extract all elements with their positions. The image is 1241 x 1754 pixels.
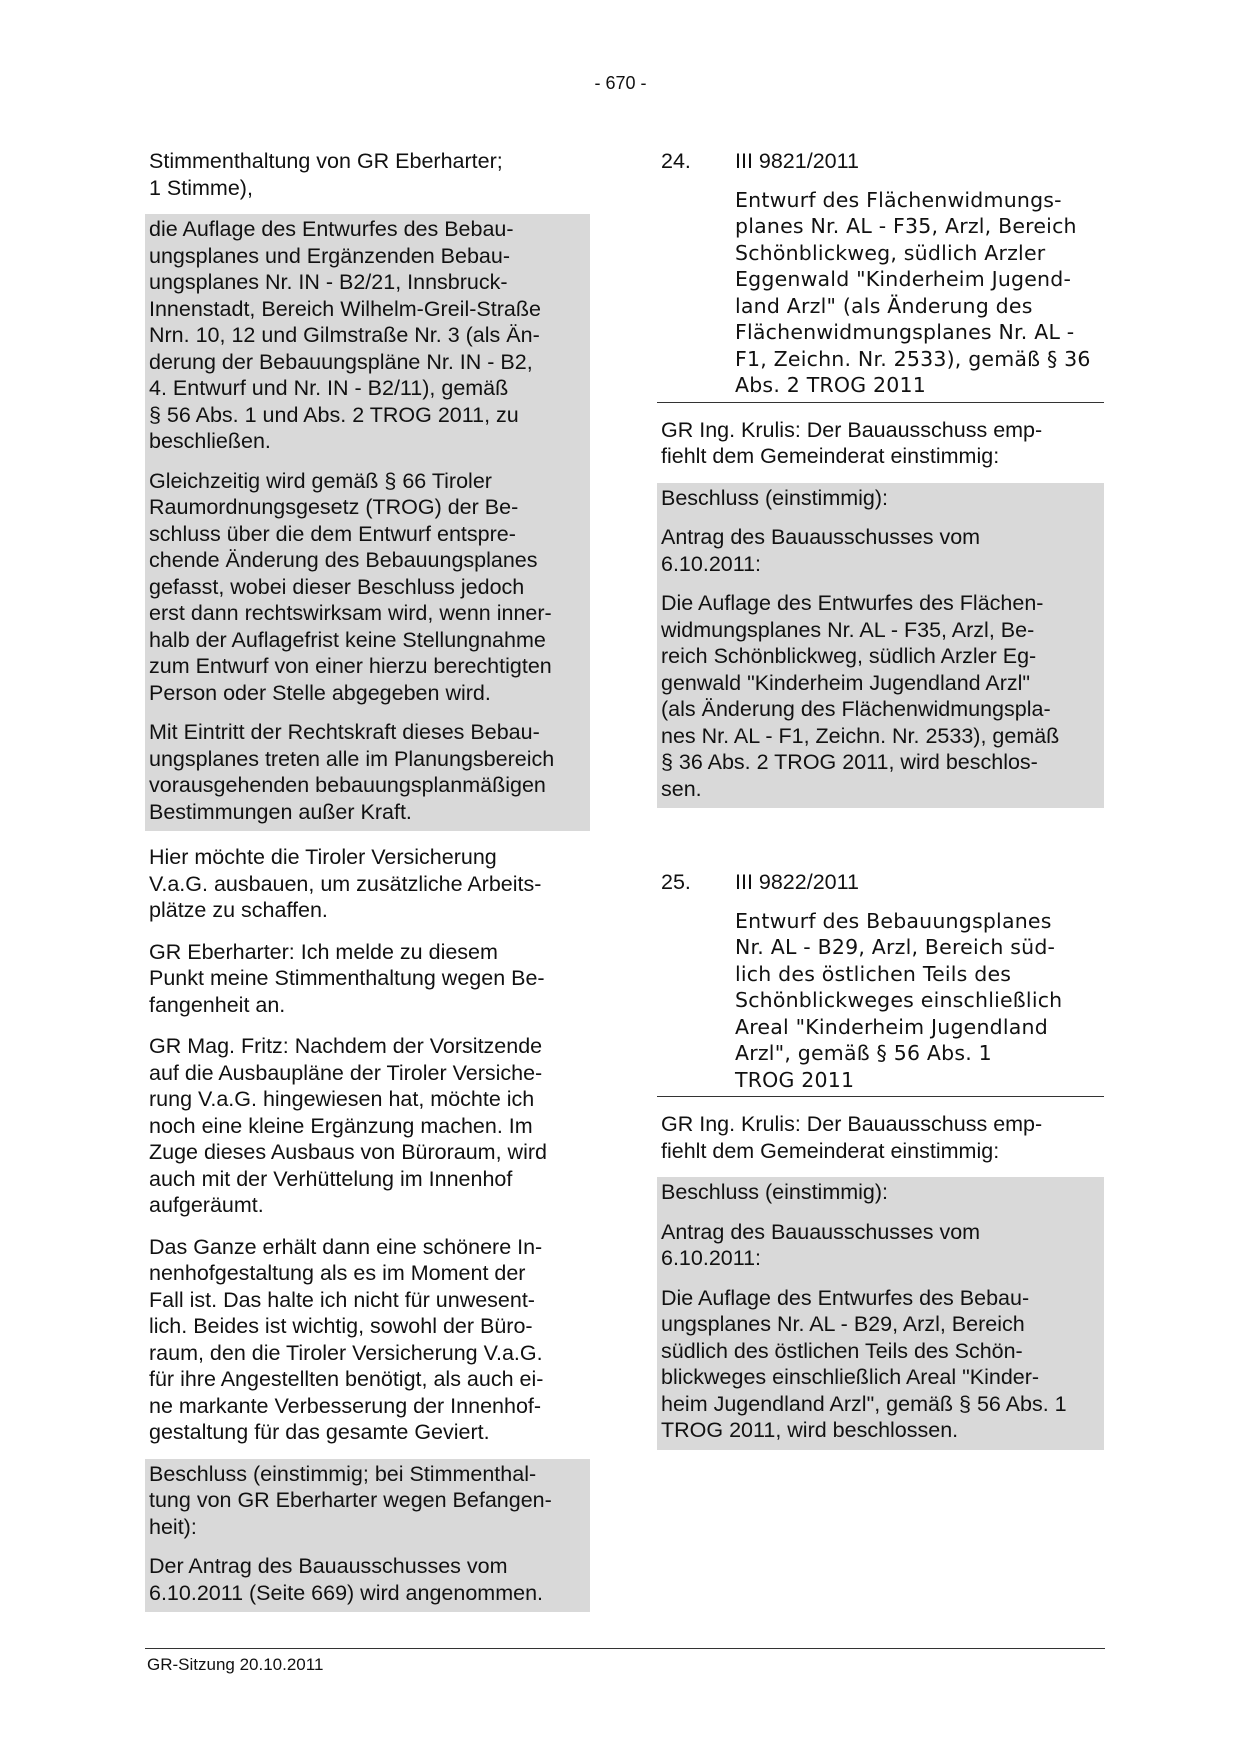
paragraph-eberharter-statement: GR Eberharter: Ich melde zu diesem Punkt meine Stimmenthaltung wegen Be- fangenheit an. (149, 939, 545, 1017)
paragraph-fritz-statement: GR Mag. Fritz: Nachdem der Vorsitzende auf die Ausbaupläne der Tiroler Versiche- rung V.a.G. hingewiesen hat, möchte ich noch eine kleine Ergänzung machen. Im Zuge dieses Ausbaus von Büroraum, wird auch mit der Verhüttelung im Innenhof aufgeräumt. (149, 1034, 547, 1217)
paragraph-krulis-statement: GR Ing. Krulis: Der Bauausschuss emp- fiehlt dem Gemeinderat einstimmig: (661, 417, 1043, 468)
decision-block-25 (657, 1177, 1104, 1450)
paragraph-motion-heading: Antrag des Bauausschusses vom 6.10.2011: (661, 1219, 981, 1270)
footer-session-date: GR-Sitzung 20.10.2011 (147, 1655, 324, 1674)
paragraph-insurance-expansion: Hier möchte die Tiroler Versicherung V.a.G. ausbauen, um zusätzliche Arbeits- plätze zu schaffen. (149, 845, 542, 922)
agenda-item-25-header (657, 867, 1104, 898)
section-spacer (657, 819, 1104, 867)
paragraph-decision-heading: Beschluss (einstimmig): (661, 485, 888, 510)
paragraph-krulis-statement: GR Ing. Krulis: Der Bauausschuss emp- fiehlt dem Gemeinderat einstimmig: (661, 1112, 1043, 1163)
paragraph-decision-text: Die Auflage des Entwurfes des Bebau- ungsplanes Nr. AL - B29, Arzl, Bereich südlich des östlichen Teils des Schön- blickweges einschließlich Areal "Kinder- heim Jugendland Arzl", gemäß § 56 Abs. 1 TROG 2011, wird beschlossen. (661, 1285, 1067, 1442)
paragraph-decision-text: Der Antrag des Bauausschusses vom 6.10.2011 (Seite 669) wird angenommen. (149, 1554, 544, 1605)
paragraph-resolution-text: die Auflage des Entwurfes des Bebau- ungsplanes und Ergänzenden Bebau- ungsplanes Nr. IN - B2/21, Innsbruck- Innenstadt, Bereich Wilhelm-Greil-Straße Nrn. 10, 12 und Gilmstraße Nr. 3 (als Än- derung der Bebauungspläne Nr. IN - B2, 4. Entwurf und Nr. IN - B2/11), gemäß § 56 Abs. 1 und Abs. 2 TROG 2011, zu beschließen. (149, 217, 541, 453)
left-column (145, 146, 590, 1623)
decision-block-24 (657, 483, 1104, 809)
paragraph-decision-text: Die Auflage des Entwurfes des Flächen- widmungsplanes Nr. AL - F35, Arzl, Be- reich Schönblickweg, südlich Arzler Eg- genwald "Kinderheim Jugendland Arzl" (als Änderung des Flächenwidmungspla- nes Nr. AL - F1, Zeichn. Nr. 2533), gemäß § 36 Abs. 2 TROG 2011, wird beschlos- sen. (661, 591, 1060, 801)
agenda-item-reference: III 9822/2011 (735, 870, 859, 894)
paragraph-motion-heading: Antrag des Bauausschusses vom 6.10.2011: (661, 525, 981, 576)
paragraph-trog-decision: Gleichzeitig wird gemäß § 66 Tiroler Raumordnungsgesetz (TROG) der Be- schluss über die dem Entwurf entspre- chende Änderung des Bebauungsplanes gefasst, wobei dieser Beschluss jedoch erst dann rechtswirksam wird, wenn inner- halb der Auflagefrist keine Stellungnahme zum Entwurf von einer hierzu berechtigten Person oder Stelle abgegeben wird. (149, 468, 552, 705)
paragraph-courtyard-design: Das Ganze erhält dann eine schönere In- nenhofgestaltung als es im Moment der Fall ist. Das halte ich nicht für unwesent- lich. Beides ist wichtig, sowohl der Büro- raum, den die Tiroler Versicherung V.a.G. für ihre Angestellten benötigt, als auch ei- ne markante Verbesserung der Innenhof- gestaltung für das gesamte Geviert. (149, 1234, 544, 1444)
paragraph-decision-heading: Beschluss (einstimmig; bei Stimmenthal- tung von GR Eberharter wegen Befangen- heit): (149, 1461, 552, 1539)
right-column (657, 146, 1104, 1461)
agenda-item-number: 24. (661, 149, 691, 173)
agenda-item-number: 25. (661, 870, 691, 894)
decision-block (145, 1459, 590, 1613)
resolution-block (145, 214, 590, 831)
agenda-item-24 (657, 146, 1104, 403)
agenda-item-25 (657, 867, 1104, 1097)
page-number: - 670 - (594, 73, 647, 93)
agenda-item-reference: III 9821/2011 (735, 149, 859, 173)
agenda-item-divider (657, 1096, 1104, 1097)
paragraph-legal-effect: Mit Eintritt der Rechtskraft dieses Bebau- ungsplanes treten alle im Planungsbereich vorausgehenden bebauungsplanmäßigen Bestimmungen außer Kraft. (149, 720, 555, 824)
agenda-item-divider (657, 402, 1104, 403)
agenda-item-title: Entwurf des Bebauungsplanes Nr. AL - B29, Arzl, Bereich süd- lich des östlichen Teils des Schönblickweges einschließlich Areal "Kinderheim Jugendland Arzl", gemäß § 56 Abs. 1 TROG 2011 (735, 908, 1063, 1092)
agenda-item-24-header (657, 146, 1104, 177)
agenda-item-title: Entwurf des Flächenwidmungs- planes Nr. AL - F35, Arzl, Bereich Schönblickweg, südlich Arzler Eggenwald "Kinderheim Jugend- land Arzl" (als Änderung des Flächenwidmungsplanes Nr. AL - F1, Zeichn. Nr. 2533), gemäß § 36 Abs. 2 TROG 2011 (735, 187, 1091, 397)
footer-divider (145, 1648, 1105, 1649)
paragraph-vote-abstention: Stimmenthaltung von GR Eberharter; 1 Stimme), (149, 149, 503, 200)
paragraph-decision-heading: Beschluss (einstimmig): (661, 1180, 888, 1204)
